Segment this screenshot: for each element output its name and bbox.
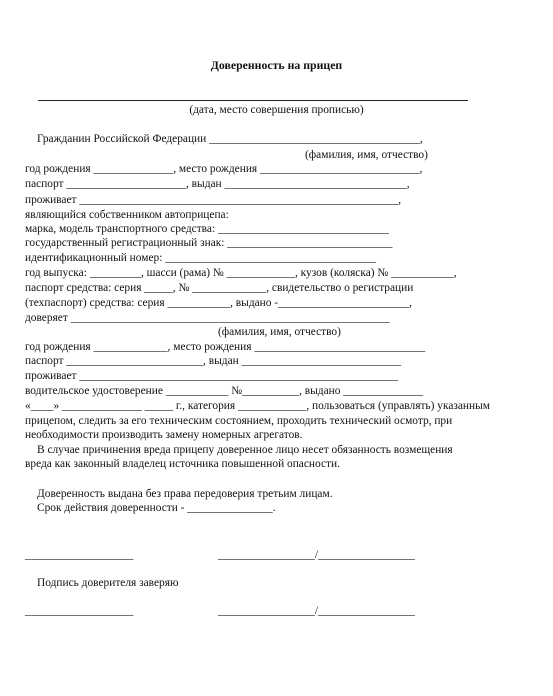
document-line: доверяет ________________________________________________________ [25,312,390,324]
document-line: (фамилия, имя, отчество) [305,149,428,161]
document-line: В случае причинения вреда прицепу доверенное лицо несет обязанность возмещения [37,444,453,456]
document-line: _________________/_________________ [218,605,415,617]
date-place-line [38,100,468,101]
document-line: год выпуска: _________, шасси (рама) № ____________, кузов (коляска) № ___________, [25,267,457,279]
document-line: (техпаспорт) средства: серия ___________, выдано -_______________________, [25,297,412,309]
document-line: _________________/_________________ [218,549,415,561]
document-line: являющийся собственником автоприцепа: [25,209,229,221]
document-line: необходимости производить замену номерных агрегатов. [25,429,303,441]
document-line: Доверенность выдана без права передоверия третьим лицам. [37,488,333,500]
document-line: ___________________ [25,549,134,561]
document-line: паспорт ________________________, выдан ____________________________ [25,355,402,367]
document-line: Гражданин Российской Федерации _____________________________________, [37,133,423,145]
document-line: паспорт _____________________, выдан ________________________________, [25,178,410,190]
document-line: паспорт средства: серия _____, № _____________, свидетельство о регистрации [25,282,414,294]
document-line: Срок действия доверенности - _______________. [37,502,276,514]
document-line: ___________________ [25,605,134,617]
document-line: проживает ________________________________________________________ [25,370,399,382]
document-line: год рождения _____________, место рождения ______________________________ [25,341,426,353]
document-line: вреда как законный владелец источника повышенной опасности. [25,458,340,470]
document-title: Доверенность на прицеп [210,58,343,72]
document-line: Подпись доверителя заверяю [37,577,179,589]
document-line: год рождения ______________, место рождения ____________________________, [25,163,423,175]
document-line: водительское удостоверение ___________ №__________, выдано ______________ [25,385,424,397]
document-line: государственный регистрационный знак: _____________________________ [25,237,393,249]
document-line: прицепом, следить за его техническим состоянием, проходить технический осмотр, при [25,415,453,427]
document-line: идентификационный номер: _____________________________________ [25,252,376,264]
document-line: «____» ______________ _____ г., категория ____________, пользоваться (управлять) указанным [25,400,490,412]
document-line: проживает ________________________________________________________, [25,194,402,206]
date-place-hint: (дата, место совершения прописью) [189,104,364,116]
document-line: (фамилия, имя, отчество) [218,326,341,338]
document-line: марка, модель транспортного средства: ______________________________ [25,223,389,235]
